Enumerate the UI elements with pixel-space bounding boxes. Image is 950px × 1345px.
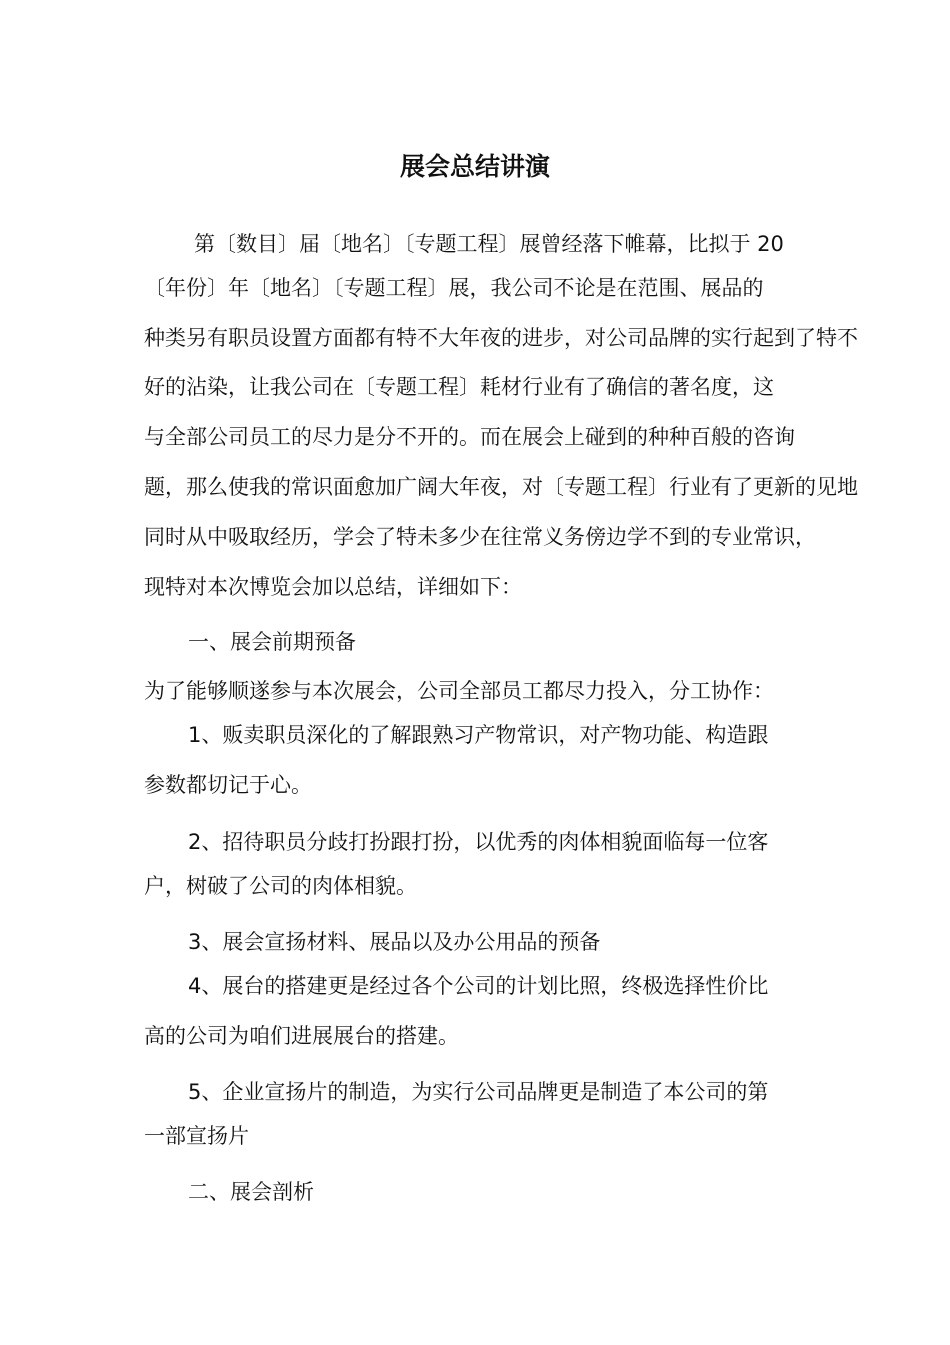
item-3-line-1: 3、展会宣扬材料、展品以及办公用品的预备: [188, 930, 601, 954]
intro-line-1: 第〔数目〕届〔地名〕〔专题工程〕展曾经落下帷幕，比拟于 20: [194, 232, 784, 256]
item-1-line-1: 1、贩卖职员深化的了解跟熟习产物常识，对产物功能、构造跟: [188, 723, 769, 747]
intro-line-3: 种类另有职员设置方面都有特不大年夜的进步，对公司品牌的实行起到了特不: [144, 326, 858, 350]
section-2-heading: 二、展会剖析: [188, 1180, 314, 1204]
item-2-line-2: 户，树破了公司的肉体相貌。: [144, 874, 417, 898]
intro-line-6: 题，那么使我的常识面愈加广阔大年夜，对〔专题工程〕行业有了更新的见地: [144, 475, 858, 499]
item-4-line-1: 4、展台的搭建更是经过各个公司的计划比照，终极选择性价比: [188, 974, 769, 998]
intro-line-8: 现特对本次博览会加以总结，详细如下：: [144, 575, 522, 599]
section-1-intro: 为了能够顺遂参与本次展会，公司全部员工都尽力投入，分工协作：: [144, 679, 774, 703]
section-1-heading: 一、展会前期预备: [188, 630, 356, 654]
item-2-line-1: 2、招待职员分歧打扮跟打扮，以优秀的肉体相貌面临每一位客: [188, 830, 769, 854]
item-5-line-2: 一部宣扬片: [144, 1124, 249, 1148]
item-5-line-1: 5、企业宣扬片的制造，为实行公司品牌更是制造了本公司的第: [188, 1080, 769, 1104]
item-1-line-2: 参数都切记于心。: [144, 773, 312, 797]
intro-line-7: 同时从中吸取经历，学会了特未多少在往常义务傍边学不到的专业常识，: [144, 525, 816, 549]
intro-line-5: 与全部公司员工的尽力是分不开的。而在展会上碰到的种种百般的咨询: [144, 425, 795, 449]
intro-line-2: 〔年份〕年〔地名〕〔专题工程〕展，我公司不论是在范围、展品的: [144, 276, 764, 300]
intro-line-4: 好的沾染，让我公司在〔专题工程〕耗材行业有了确信的著名度，这: [144, 375, 774, 399]
document-title: 展会总结讲演: [399, 152, 550, 181]
item-4-line-2: 高的公司为咱们进展展台的搭建。: [144, 1024, 459, 1048]
